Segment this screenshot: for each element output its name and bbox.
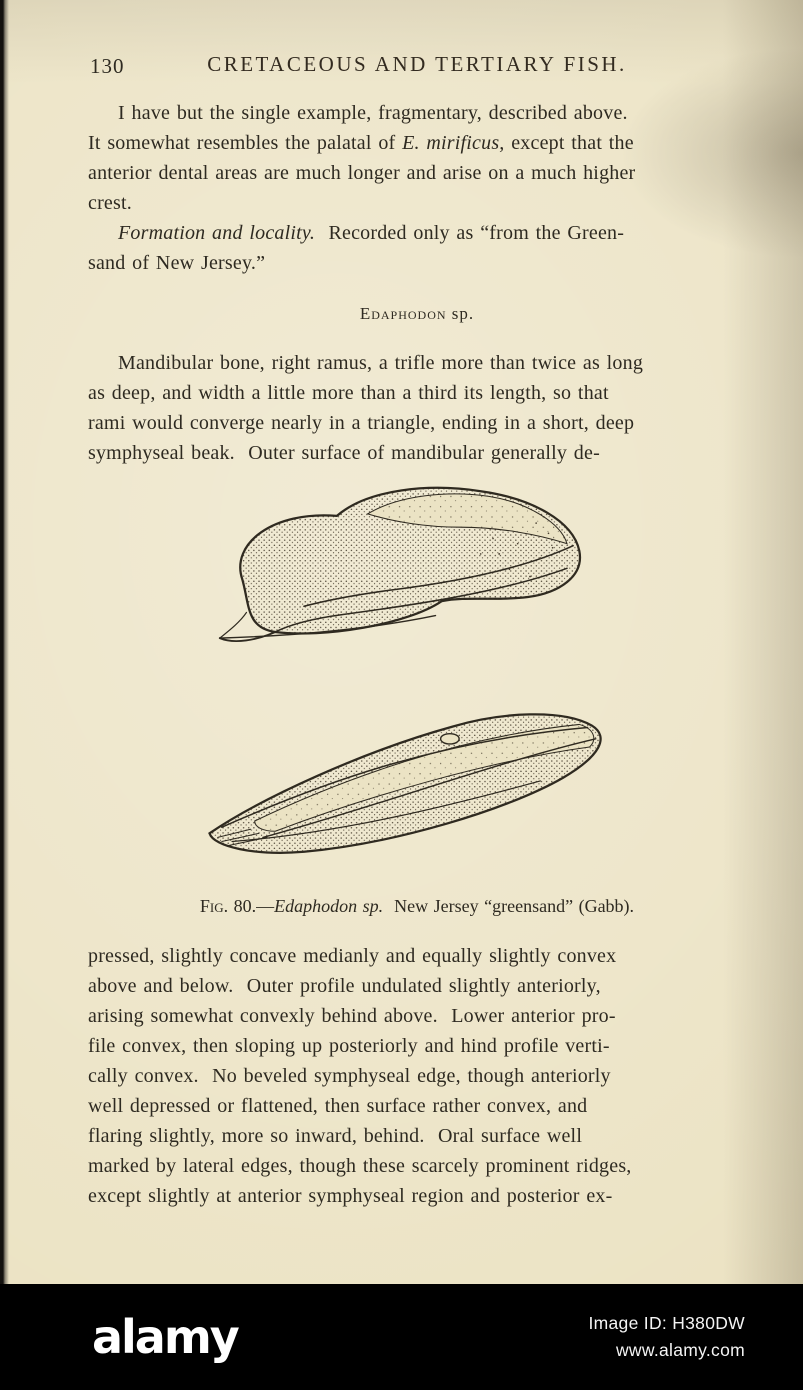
alamy-logo: alamy [92, 1310, 238, 1364]
figure-illustration [191, 482, 643, 888]
fossil-upper-illustration [220, 488, 580, 641]
scan-edge-shadow [0, 0, 9, 1390]
paragraph-1: I have but the single example, fragmentary, described above. It somewhat resembles the palatal of E. mirificus, except that the anterior dental areas are much longer and arise on a much higher crest. [88, 102, 636, 214]
paragraph-3: Mandibular bone, right ramus, a trifle more than twice as long as deep, and width a little more than a third its length, so that rami would converge nearly in a triangle, ending in a short, deep symphyseal beak. Outer surface of mandibular generally de- [88, 352, 644, 464]
fossil-lower-illustration [209, 714, 600, 852]
figure-80 [191, 482, 643, 888]
species-heading: Edaphodon sp. [359, 304, 475, 323]
watermark-bar [0, 1284, 803, 1390]
page-number: 130 [90, 54, 125, 78]
figure-caption: Fig. 80.—Edaphodon sp. New Jersey “greensand” (Gabb). [199, 895, 635, 916]
paragraph-4: pressed, slightly concave medianly and equally slightly convex above and below. Outer profile undulated slightly anteriorly, arising somewhat convexly behind above. Lower anterior pro- file convex, then sloping up posteriorly and hind profile verti- cally convex. No beveled symphyseal edge, though anteriorly well depressed or flattened, then surface rather convex, and flaring slightly, more so inward, behind. Oral surface well marked by lateral edges, though these scarcely prominent ridges, except slightly at anterior symphyseal region and posterior ex- [88, 944, 632, 1207]
image-id-label: Image ID: H380DW [588, 1313, 745, 1333]
running-header: CRETACEOUS AND TERTIARY FISH. [207, 52, 627, 76]
page-content [88, 52, 746, 1211]
paragraph-2: Formation and locality. Recorded only as “from the Green- sand of New Jersey.” [88, 222, 625, 274]
website-url: www.alamy.com [615, 1340, 745, 1360]
page-header [88, 52, 746, 80]
watermark-info [588, 1310, 745, 1364]
